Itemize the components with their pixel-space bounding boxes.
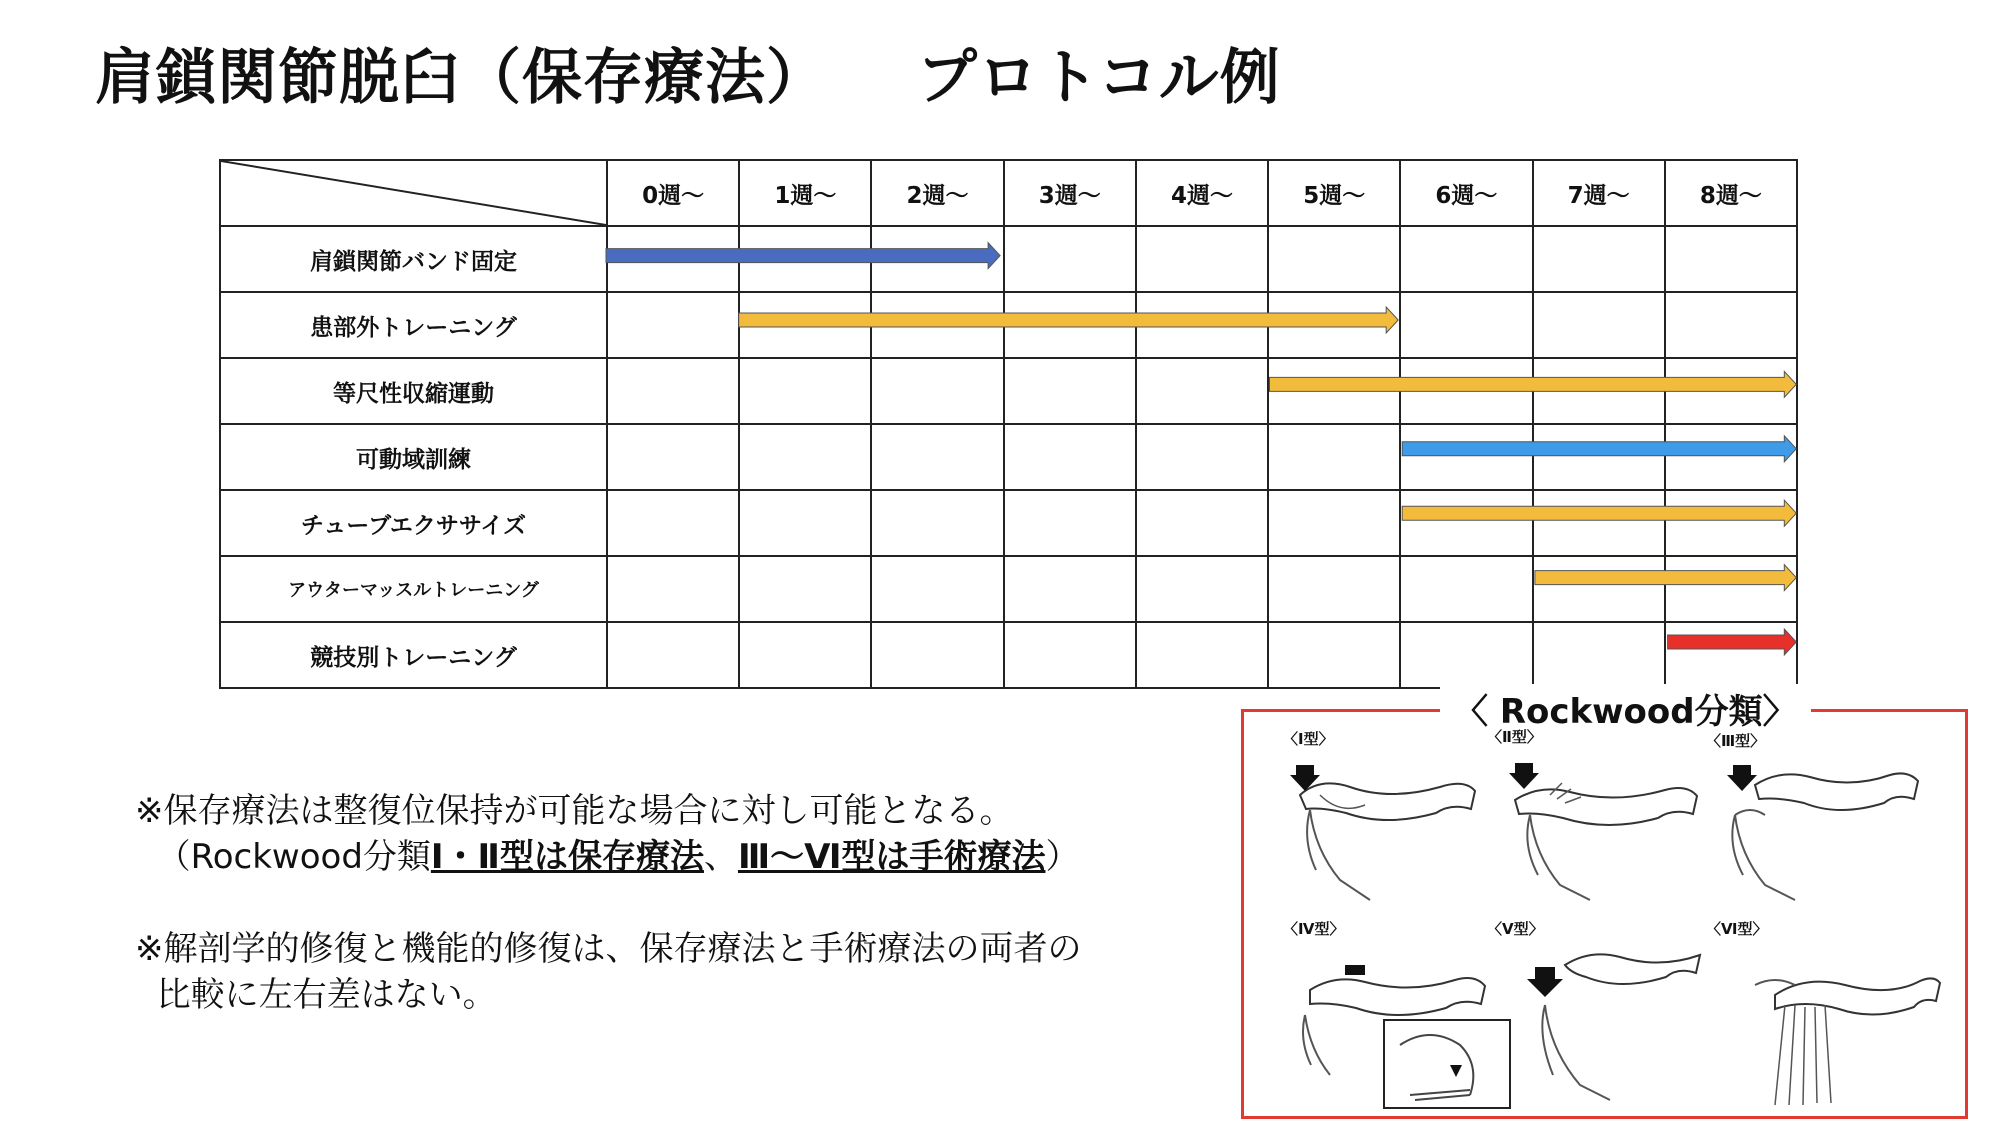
type-2-label: 〈Ⅱ型〉 — [1487, 728, 1542, 746]
protocol-row — [220, 292, 1797, 358]
note-2-line-2: 比較に左右差はない。 — [156, 975, 497, 1015]
type-3-label: 〈Ⅲ型〉 — [1706, 732, 1766, 750]
week-header-4: 4週〜 — [1136, 160, 1268, 226]
row-label: 患部外トレーニング — [220, 292, 607, 358]
note-1-line-2: （Rockwood分類Ⅰ・Ⅱ型は保存療法、Ⅲ〜Ⅵ型は手術療法） — [156, 837, 1080, 877]
type-6-label: 〈Ⅵ型〉 — [1706, 920, 1768, 938]
week-header-2: 2週〜 — [871, 160, 1003, 226]
type-3-illustration — [1725, 755, 1925, 905]
notes-block — [135, 788, 1082, 1018]
type-1-illustration — [1290, 755, 1490, 905]
surgical-types: Ⅲ〜Ⅵ型は手術療法 — [737, 837, 1046, 877]
row-label: 肩鎖関節バンド固定 — [220, 226, 607, 292]
title-sub: プロトコル例 — [917, 43, 1281, 113]
title-main: 肩鎖関節脱臼（保存療法） — [95, 43, 827, 113]
row-label: アウターマッスルトレーニング — [220, 556, 607, 622]
row-label: 競技別トレーニング — [220, 622, 607, 688]
corner-cell — [220, 160, 607, 226]
week-header-6: 6週〜 — [1400, 160, 1532, 226]
rockwood-title: 〈 Rockwood分類〉 — [1440, 684, 1811, 733]
type-4-illustration — [1290, 945, 1520, 1110]
protocol-row — [220, 556, 1797, 622]
type-6-illustration — [1745, 945, 1955, 1110]
protocol-row — [220, 358, 1797, 424]
row-label: 可動域訓練 — [220, 424, 607, 490]
protocol-row — [220, 226, 1797, 292]
protocol-table — [219, 159, 1798, 674]
protocol-row — [220, 424, 1797, 490]
type-1-label: 〈Ⅰ型〉 — [1283, 730, 1334, 748]
row-label: 等尺性収縮運動 — [220, 358, 607, 424]
week-header-1: 1週〜 — [739, 160, 871, 226]
row-label: チューブエクササイズ — [220, 490, 607, 556]
note-2-line-1: ※解剖学的修復と機能的修復は、保存療法と手術療法の両者の — [135, 929, 1082, 969]
week-header-8: 8週〜 — [1665, 160, 1797, 226]
week-header-row — [220, 160, 1797, 226]
type-5-label: 〈Ⅴ型〉 — [1487, 920, 1544, 938]
week-header-5: 5週〜 — [1268, 160, 1400, 226]
protocol-row — [220, 622, 1797, 688]
note-1-line-1: ※保存療法は整復位保持が可能な場合に対し可能となる。 — [135, 791, 1014, 831]
protocol-row — [220, 490, 1797, 556]
slide-title — [95, 30, 1281, 116]
type-2-illustration — [1505, 755, 1705, 905]
diagonal-line — [221, 161, 606, 225]
week-header-3: 3週〜 — [1004, 160, 1136, 226]
week-header-0: 0週〜 — [607, 160, 739, 226]
week-header-7: 7週〜 — [1533, 160, 1665, 226]
conservative-types: Ⅰ・Ⅱ型は保存療法 — [430, 837, 704, 877]
type-5-illustration — [1525, 945, 1725, 1110]
type-4-label: 〈Ⅳ型〉 — [1283, 920, 1345, 938]
